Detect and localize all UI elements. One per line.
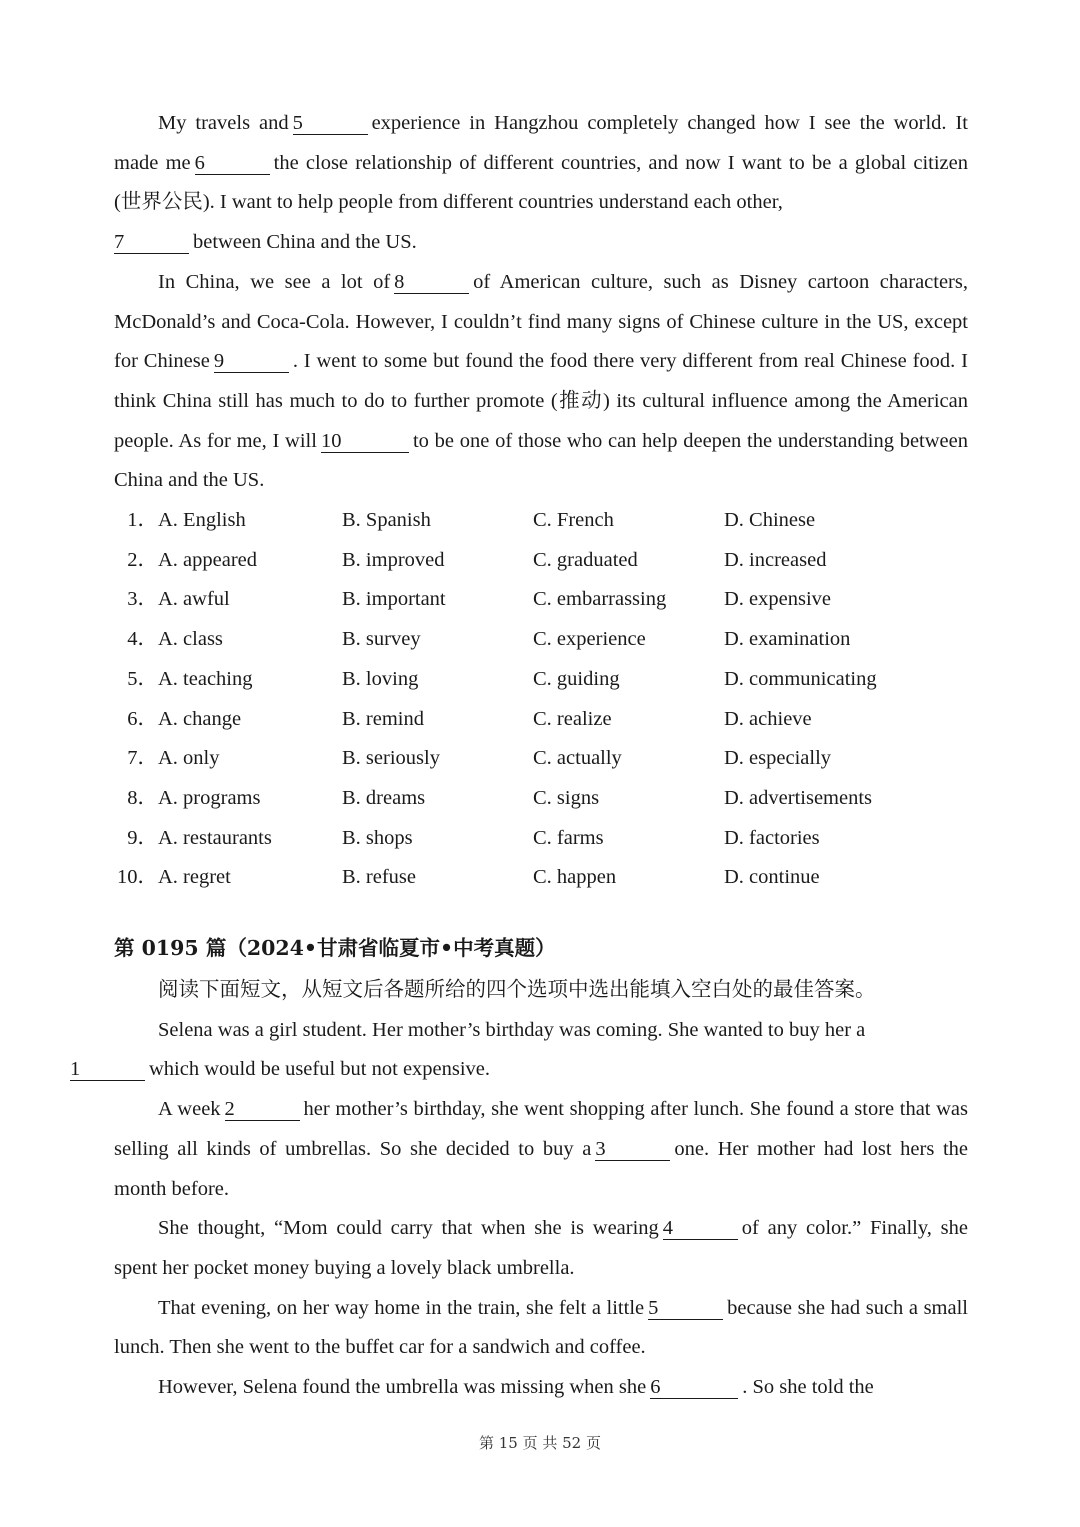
question-number: 10． bbox=[117, 866, 158, 889]
page-footer: 第 15 页 共 52 页 bbox=[478, 1434, 601, 1452]
option-a[interactable]: A. class bbox=[158, 628, 223, 651]
blank-1[interactable]: 1 bbox=[70, 1058, 145, 1081]
option-c[interactable]: C. experience bbox=[533, 628, 646, 651]
text: of any color.” Finally, she spent her pocket money buying a lovely black umbrella. bbox=[114, 1217, 968, 1279]
option-d[interactable]: D. continue bbox=[724, 866, 820, 889]
option-b[interactable]: B. dreams bbox=[342, 786, 426, 809]
blank-10[interactable]: 10 bbox=[321, 430, 409, 453]
passage1-paragraph-2 bbox=[114, 263, 968, 501]
text: because she had such a small lunch. Then she went to the buffet car for a sandwich and coffee. bbox=[114, 1296, 968, 1359]
option-c[interactable]: C. farms bbox=[533, 826, 604, 849]
option-d[interactable]: D. examination bbox=[724, 628, 851, 651]
blank-5[interactable]: 5 bbox=[293, 112, 368, 135]
blank-3[interactable]: 3 bbox=[595, 1138, 670, 1161]
option-c[interactable]: C. realize bbox=[533, 707, 612, 730]
text: However, Selena found the umbrella was missing when she bbox=[158, 1376, 647, 1399]
option-row bbox=[114, 660, 968, 700]
blank-8[interactable]: 8 bbox=[394, 271, 469, 294]
question-number: 7． bbox=[127, 747, 158, 770]
option-c[interactable]: C. French bbox=[533, 509, 614, 532]
question-number: 1． bbox=[127, 509, 158, 532]
option-a[interactable]: A. awful bbox=[158, 588, 230, 611]
question-number: 6． bbox=[127, 707, 158, 730]
text: which would be useful but not expensive. bbox=[149, 1058, 491, 1081]
option-c[interactable]: C. graduated bbox=[533, 548, 638, 571]
text: . I went to some but found the food there very different from real Chinese food. I think China still has much to do to further promote (推动) its cultural influence among the American people. As for me, I will bbox=[114, 350, 968, 452]
blank-9[interactable]: 9 bbox=[214, 350, 289, 373]
option-b[interactable]: B. seriously bbox=[342, 747, 440, 770]
section-instruction: 阅读下面短文，从短文后各题所给的四个选项中选出能填入空白处的最佳答案。 bbox=[158, 979, 876, 1002]
option-a[interactable]: A. only bbox=[158, 747, 220, 770]
question-number: 3． bbox=[127, 588, 158, 611]
option-row bbox=[114, 858, 968, 898]
option-a[interactable]: A. programs bbox=[158, 786, 261, 809]
passage2-paragraph-3 bbox=[114, 1209, 968, 1288]
text: A week bbox=[158, 1098, 221, 1121]
question-number: 8． bbox=[127, 786, 158, 809]
blank-4[interactable]: 4 bbox=[663, 1217, 738, 1240]
text: her mother’s birthday, she went shopping after lunch. She found a store that was selling all kinds of umbrellas. So she decided to buy a bbox=[114, 1098, 968, 1160]
blank-5[interactable]: 5 bbox=[648, 1297, 723, 1320]
option-b[interactable]: B. survey bbox=[342, 628, 421, 651]
text: experience in Hangzhou completely changed how I see the world. It made me bbox=[114, 112, 968, 174]
option-a[interactable]: A. appeared bbox=[158, 548, 258, 571]
option-a[interactable]: A. English bbox=[158, 509, 246, 532]
option-c[interactable]: C. embarrassing bbox=[533, 588, 667, 611]
option-d[interactable]: D. factories bbox=[724, 826, 820, 849]
question-number: 2． bbox=[127, 548, 158, 571]
document-page bbox=[70, 104, 969, 1408]
option-row bbox=[114, 739, 968, 779]
option-row bbox=[114, 501, 968, 541]
option-b[interactable]: B. improved bbox=[342, 548, 445, 571]
option-b[interactable]: B. important bbox=[342, 588, 446, 611]
question-number: 5． bbox=[127, 667, 158, 690]
option-a[interactable]: A. restaurants bbox=[158, 826, 272, 849]
text: . So she told the bbox=[742, 1376, 874, 1399]
option-row bbox=[114, 700, 968, 740]
option-row bbox=[114, 779, 968, 819]
text: one. Her mother had lost hers the month before. bbox=[114, 1137, 969, 1200]
text: of American culture, such as Disney cartoon characters, McDonald’s and Coca-Cola. However, I couldn’t find many signs of Chinese culture in the US, except for Chinese bbox=[114, 270, 968, 373]
text: She thought, “Mom could carry that when she is wearing bbox=[158, 1217, 659, 1240]
blank-6[interactable]: 6 bbox=[650, 1376, 738, 1399]
option-c[interactable]: C. actually bbox=[533, 747, 622, 770]
option-c[interactable]: C. signs bbox=[533, 786, 600, 809]
text: My travels and bbox=[158, 112, 289, 134]
passage2-paragraph-1 bbox=[70, 1011, 968, 1090]
option-d[interactable]: D. communicating bbox=[724, 667, 877, 690]
option-b[interactable]: B. shops bbox=[342, 826, 413, 849]
text: In China, we see a lot of bbox=[158, 270, 391, 293]
option-d[interactable]: D. Chinese bbox=[724, 509, 816, 532]
option-row bbox=[114, 541, 968, 581]
option-b[interactable]: B. Spanish bbox=[342, 509, 431, 532]
option-b[interactable]: B. loving bbox=[342, 667, 419, 690]
passage2-paragraph-4 bbox=[114, 1289, 968, 1368]
text: That evening, on her way home in the train, she felt a little bbox=[158, 1296, 645, 1319]
blank-2[interactable]: 2 bbox=[225, 1098, 300, 1121]
option-row bbox=[114, 819, 968, 859]
text: Selena was a girl student. Her mother’s birthday was coming. She wanted to buy her a bbox=[158, 1018, 866, 1041]
option-a[interactable]: A. change bbox=[158, 707, 242, 730]
option-d[interactable]: D. achieve bbox=[724, 707, 812, 730]
section-title: 第 0195 篇（2024•甘肃省临夏市•中考真题） bbox=[114, 936, 556, 961]
option-d[interactable]: D. especially bbox=[724, 747, 832, 770]
passage1-paragraph-1 bbox=[114, 104, 968, 263]
text: to be one of those who can help deepen the understanding between China and the US. bbox=[114, 429, 968, 492]
option-b[interactable]: B. refuse bbox=[342, 866, 417, 889]
option-d[interactable]: D. expensive bbox=[724, 588, 832, 611]
option-row bbox=[114, 580, 968, 620]
blank-7[interactable]: 7 bbox=[114, 231, 189, 254]
question-number: 4． bbox=[127, 628, 158, 651]
options-list bbox=[114, 501, 968, 898]
option-c[interactable]: C. guiding bbox=[533, 667, 620, 690]
passage2-paragraph-2 bbox=[114, 1090, 968, 1209]
text: between China and the US. bbox=[193, 231, 417, 254]
option-a[interactable]: A. teaching bbox=[158, 667, 253, 690]
option-row bbox=[114, 620, 968, 660]
blank-6[interactable]: 6 bbox=[195, 152, 270, 175]
option-b[interactable]: B. remind bbox=[342, 707, 424, 730]
text: the close relationship of different countries, and now I want to be a global citizen (世界公民). I want to help people from different countries understand each other, bbox=[114, 151, 968, 214]
passage2-paragraph-5 bbox=[114, 1368, 968, 1408]
option-d[interactable]: D. advertisements bbox=[724, 786, 873, 809]
option-d[interactable]: D. increased bbox=[724, 548, 827, 571]
question-number: 9． bbox=[127, 826, 158, 849]
option-c[interactable]: C. happen bbox=[533, 866, 617, 889]
option-a[interactable]: A. regret bbox=[158, 866, 231, 889]
